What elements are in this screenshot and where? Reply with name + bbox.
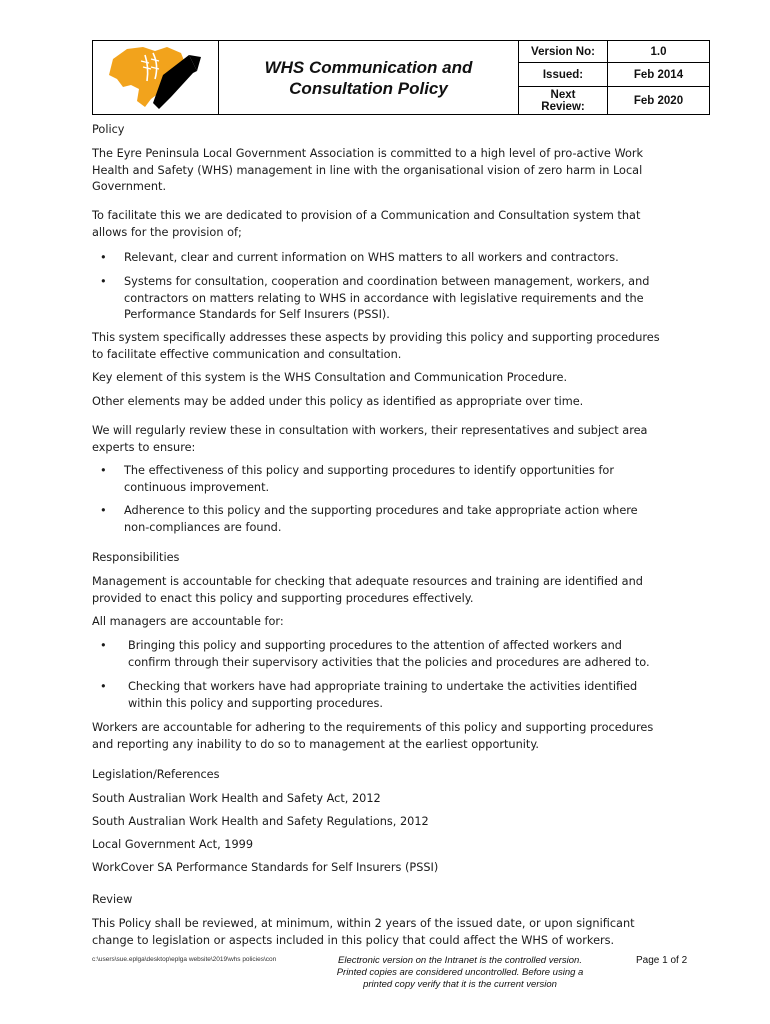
bullet-marker: • <box>100 680 107 693</box>
next-review-value: Feb 2020 <box>633 94 684 107</box>
bullet-line: continuous improvement. <box>124 480 270 494</box>
managers-paragraph: All managers are accountable for: <box>92 615 284 628</box>
policy-heading: Policy <box>92 123 125 136</box>
system-paragraph <box>92 330 672 363</box>
intro-line-1: The Eyre Peninsula Local Government Association is committed to a high level of pro-active Work <box>92 147 644 160</box>
logo-cell <box>93 41 219 114</box>
document-header-table <box>92 40 710 115</box>
next-review-label <box>519 87 608 114</box>
intro-line-3: Government. <box>92 180 167 193</box>
issued-label: Issued: <box>519 63 608 86</box>
review-line-1: This Policy shall be reviewed, at minimum, within 2 years of the issued date, or upon significant <box>92 917 635 930</box>
footer-note-line-2: Printed copies are considered uncontrolled. Before using a <box>336 967 584 978</box>
facilitate-paragraph <box>92 208 672 241</box>
page-number: Page 1 of 2 <box>636 955 688 966</box>
key-element-paragraph: Key element of this system is the WHS Consultation and Communication Procedure. <box>92 371 568 384</box>
workers-line-2: and reporting any inability to do so to management at the earliest opportunity. <box>92 737 539 751</box>
management-paragraph <box>92 574 672 607</box>
facilitate-line-1: To facilitate this we are dedicated to provision of a Communication and Consultation system that <box>92 209 641 222</box>
bullet-marker: • <box>100 251 107 264</box>
bullet-line: Systems for consultation, cooperation and coordination between management, workers, and <box>124 275 650 288</box>
system-line-2: to facilitate effective communication and consultation. <box>92 347 402 361</box>
system-line-1: This system specifically addresses these aspects by providing this policy and supporting procedures <box>92 331 660 344</box>
bullet-line: Bringing this policy and supporting procedures to the attention of affected workers and <box>128 639 622 652</box>
version-value: 1.0 <box>650 45 667 58</box>
bullet-line: Performance Standards for Self Insurers (PSSI). <box>124 308 390 321</box>
bullet-line: non-compliances are found. <box>124 520 282 534</box>
responsibilities-heading: Responsibilities <box>92 551 180 564</box>
legislation-item: South Australian Work Health and Safety Act, 2012 <box>92 792 381 805</box>
bullet-text <box>128 638 676 671</box>
bullet-line: Checking that workers have had appropriate training to undertake the activities identified <box>128 680 638 693</box>
intro-paragraph <box>92 146 672 196</box>
regular-review-line-1: We will regularly review these in consultation with workers, their representatives and subject area <box>92 424 648 437</box>
review-paragraph <box>92 916 672 949</box>
bullet-text <box>128 679 676 712</box>
legislation-heading: Legislation/References <box>92 768 220 781</box>
workers-paragraph <box>92 720 672 753</box>
version-row <box>519 41 709 63</box>
review-line-2: change to legislation or aspects included in this policy that could affect the WHS of workers. <box>92 933 615 947</box>
bullet-marker: • <box>100 275 107 288</box>
other-elements-paragraph: Other elements may be added under this policy as identified as appropriate over time. <box>92 395 584 408</box>
facilitate-line-2: allows for the provision of; <box>92 225 242 239</box>
next-review-label-line-2: Review: <box>541 100 585 113</box>
title-line-2: Consultation Policy <box>289 78 448 98</box>
intro-line-2: Health and Safety (WHS) management in line with the organisational vision of zero harm in Local <box>92 163 643 177</box>
legislation-item: South Australian Work Health and Safety Regulations, 2012 <box>92 815 429 828</box>
bullet-line: contractors on matters relating to WHS in accordance with legislative requirements and the <box>124 291 644 305</box>
bullet-marker: • <box>100 504 107 517</box>
regular-review-paragraph <box>92 423 672 456</box>
bullet-text: Relevant, clear and current information on WHS matters to all workers and contractors. <box>124 251 619 264</box>
legislation-item: Local Government Act, 1999 <box>92 838 254 851</box>
workers-line-1: Workers are accountable for adhering to the requirements of this policy and supporting procedures <box>92 721 654 734</box>
issued-row <box>519 63 709 87</box>
legislation-item: WorkCover SA Performance Standards for Self Insurers (PSSI) <box>92 861 439 874</box>
next-review-label-line-1: Next <box>550 88 576 101</box>
review-heading: Review <box>92 893 133 906</box>
document-meta <box>519 41 709 114</box>
title-line-1: WHS Communication and <box>264 57 473 77</box>
bullet-text <box>124 503 672 536</box>
footer-note-line-3: printed copy verify that it is the current version <box>363 979 557 990</box>
bullet-text <box>124 274 672 324</box>
bullet-marker: • <box>100 639 107 652</box>
bullet-line: The effectiveness of this policy and supporting procedures to identify opportunities for <box>124 464 614 477</box>
management-line-1: Management is accountable for checking that adequate resources and training are identified and <box>92 575 643 588</box>
document-title <box>219 41 519 114</box>
bullet-line: Adherence to this policy and the supporting procedures and take appropriate action where <box>124 504 638 517</box>
bullet-marker: • <box>100 464 107 477</box>
bullet-line: within this policy and supporting procedures. <box>128 696 383 710</box>
footer-file-path: c:\users\sue.eplga\desktop\eplga website\2019\whs policies\con <box>92 956 277 963</box>
bullet-line: confirm through their supervisory activities that the policies and procedures are adhered to. <box>128 655 650 669</box>
eyre-peninsula-map-logo-icon <box>93 41 219 116</box>
next-review-row <box>519 87 709 114</box>
footer-note-line-1: Electronic version on the Intranet is the controlled version. <box>338 955 582 966</box>
management-line-2: provided to enact this policy and supporting procedures effectively. <box>92 591 474 605</box>
bullet-text <box>124 463 672 496</box>
issued-value: Feb 2014 <box>633 68 684 81</box>
regular-review-line-2: experts to ensure: <box>92 440 196 454</box>
footer-control-note <box>300 955 620 991</box>
version-label: Version No: <box>519 41 608 62</box>
